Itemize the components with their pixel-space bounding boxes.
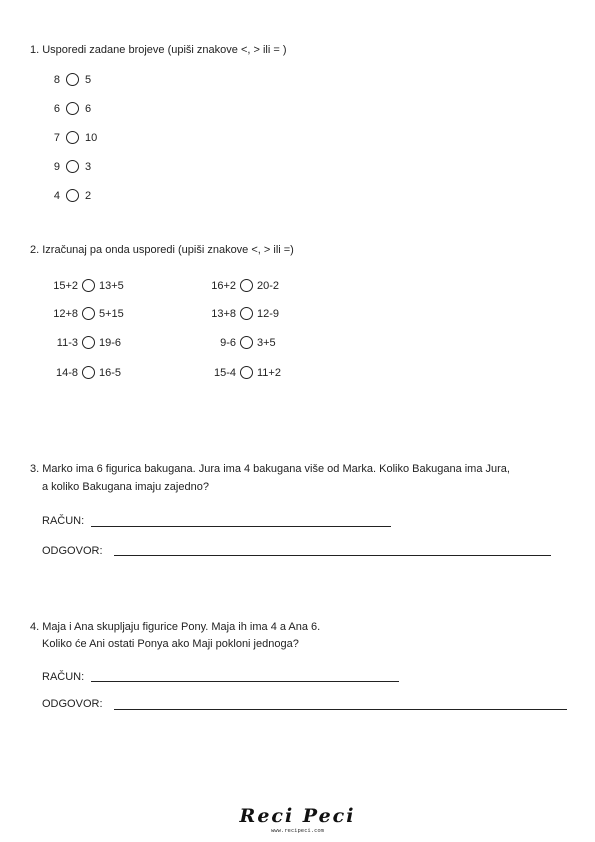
answer-circle[interactable] xyxy=(66,102,79,115)
right-expression: 12-9 xyxy=(257,307,280,320)
right-number: 5 xyxy=(85,73,92,86)
answer-circle[interactable] xyxy=(82,336,95,349)
right-expression: 16-5 xyxy=(99,366,122,379)
task1-row xyxy=(44,160,91,173)
answer-circle[interactable] xyxy=(82,279,95,292)
answer-circle[interactable] xyxy=(66,131,79,144)
task1-row xyxy=(44,131,97,144)
task2-row xyxy=(36,279,124,292)
right-number: 2 xyxy=(85,189,92,202)
task3-text-line2: a koliko Bakugana imaju zajedno? xyxy=(42,481,209,493)
brand-url: www.recipeci.com xyxy=(271,828,324,834)
left-number: 9 xyxy=(53,160,60,173)
right-number: 3 xyxy=(85,160,92,173)
answer-circle[interactable] xyxy=(66,73,79,86)
task2-prompt: 2. Izračunaj pa onda usporedi (upiši znakove <, > ili =) xyxy=(30,244,294,256)
task3-racun-label: RAČUN: xyxy=(42,515,85,527)
left-expression: 9-6 xyxy=(220,336,236,349)
left-expression: 13+8 xyxy=(211,307,236,320)
left-expression: 11-3 xyxy=(56,336,78,349)
brand-logo: Reci Peci xyxy=(239,805,356,827)
left-number: 8 xyxy=(53,73,60,86)
right-expression: 19-6 xyxy=(99,336,122,349)
task1-prompt: 1. Usporedi zadane brojeve (upiši znakove <, > ili = ) xyxy=(30,44,287,56)
right-expression: 13+5 xyxy=(99,279,124,292)
answer-circle[interactable] xyxy=(82,307,95,320)
right-expression: 11+2 xyxy=(257,366,281,379)
task4-text-line2: Koliko će Ani ostati Ponya ako Maji pokloni jednoga? xyxy=(42,638,299,650)
left-expression: 16+2 xyxy=(211,279,236,292)
task3-racun-answer-line[interactable] xyxy=(91,526,391,527)
answer-circle[interactable] xyxy=(66,160,79,173)
task4-odgovor-answer-line[interactable] xyxy=(114,709,567,710)
task2-row xyxy=(194,307,279,320)
task2-row xyxy=(194,366,281,379)
right-expression: 5+15 xyxy=(99,307,124,320)
left-number: 7 xyxy=(53,131,60,144)
task2-row xyxy=(36,307,124,320)
answer-circle[interactable] xyxy=(82,366,95,379)
left-expression: 12+8 xyxy=(53,307,78,320)
right-expression: 3+5 xyxy=(257,336,276,349)
answer-circle[interactable] xyxy=(240,307,253,320)
answer-circle[interactable] xyxy=(240,336,253,349)
answer-circle[interactable] xyxy=(66,189,79,202)
left-expression: 15+2 xyxy=(53,279,78,292)
right-number: 6 xyxy=(85,102,92,115)
task2-row xyxy=(36,366,121,379)
task4-racun-label: RAČUN: xyxy=(42,671,85,683)
right-number: 10 xyxy=(85,131,98,144)
task4-racun-answer-line[interactable] xyxy=(91,681,399,682)
answer-circle[interactable] xyxy=(240,366,253,379)
answer-circle[interactable] xyxy=(240,279,253,292)
left-expression: 15-4 xyxy=(213,366,236,379)
task4-text-line1: 4. Maja i Ana skupljaju figurice Pony. Maja ih ima 4 a Ana 6. xyxy=(30,621,321,633)
right-expression: 20-2 xyxy=(257,279,280,292)
left-expression: 14-8 xyxy=(55,366,78,379)
task1-row xyxy=(44,102,91,115)
task1-row xyxy=(44,189,91,202)
task2-row xyxy=(194,336,276,349)
task3-odgovor-label: ODGOVOR: xyxy=(42,545,103,557)
task2-row xyxy=(36,336,121,349)
task2-row xyxy=(194,279,279,292)
task4-odgovor-label: ODGOVOR: xyxy=(42,698,103,710)
task1-row xyxy=(44,73,91,86)
task3-text-line1: 3. Marko ima 6 figurica bakugana. Jura ima 4 bakugana više od Marka. Koliko Bakugana ima Jura, xyxy=(30,463,510,475)
task3-odgovor-answer-line[interactable] xyxy=(114,555,551,556)
left-number: 6 xyxy=(53,102,60,115)
left-number: 4 xyxy=(53,189,60,202)
